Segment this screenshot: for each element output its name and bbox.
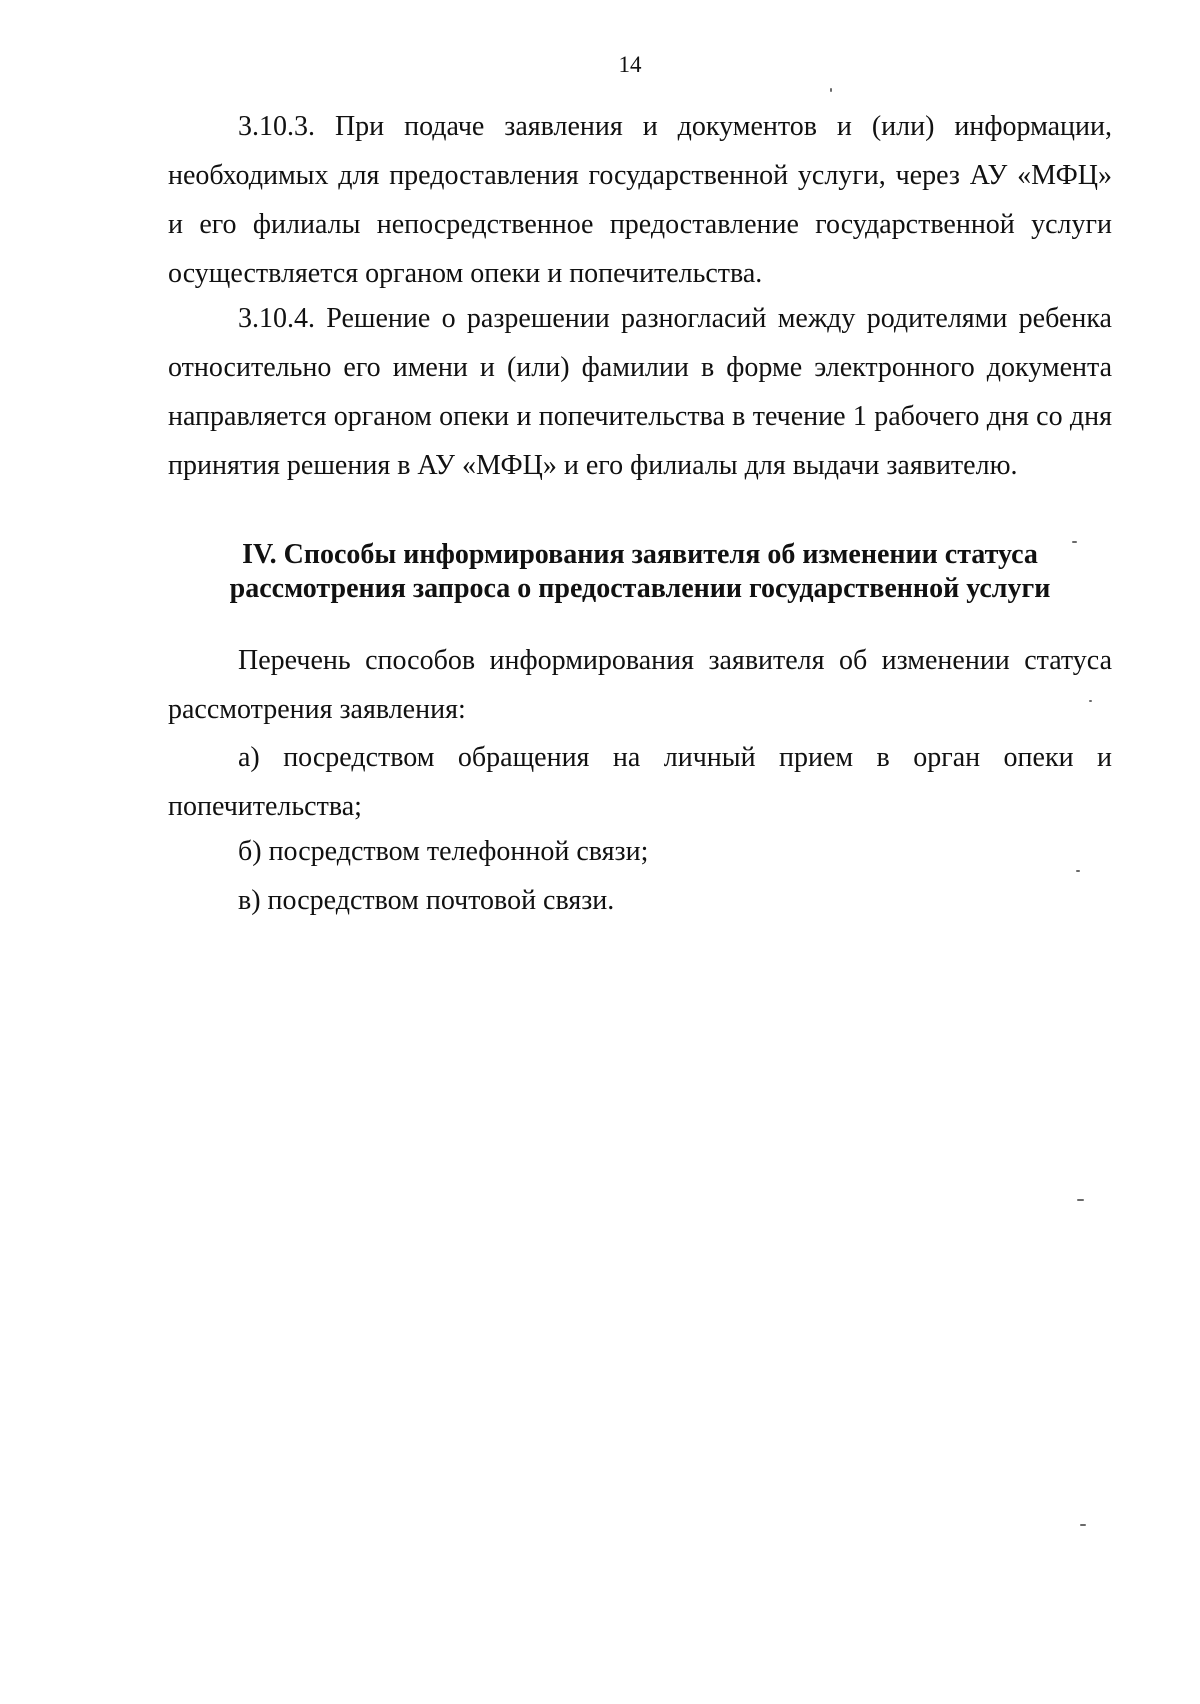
scan-speck xyxy=(1089,700,1092,702)
list-item: б) посредством телефонной связи; xyxy=(238,836,649,867)
scan-speck xyxy=(1080,1524,1086,1526)
paragraph-3-10-3-block xyxy=(168,102,1112,298)
scan-speck xyxy=(1077,1199,1084,1201)
list-item-c-block xyxy=(168,876,1112,925)
list-intro: Перечень способов информирования заявителя об изменении статуса рассмотрения заявления: xyxy=(168,645,1112,725)
list-item: а) посредством обращения на личный прием в орган опеки и попечительства; xyxy=(168,742,1112,822)
scan-speck xyxy=(830,88,832,92)
paragraph-3-10-3: 3.10.3. При подаче заявления и документов и (или) информации, необходимых для предоставления государственной услуги, через АУ «МФЦ» и его филиалы непосредственное предоставление государственной услуги осуществляется органом опеки и попечительства. xyxy=(168,111,1112,289)
list-intro-block xyxy=(168,636,1112,734)
list-item-b-block xyxy=(168,827,1112,876)
section-heading-line-2: рассмотрения запроса о предоставлении государственной услуги xyxy=(229,573,1051,604)
list-item: в) посредством почтовой связи. xyxy=(238,885,615,916)
paragraph-3-10-4: 3.10.4. Решение о разрешении разногласий между родителями ребенка относительно его имени и (или) фамилии в форме электронного документа направляется органом опеки и попечительства в течение 1 рабочего дня со дня принятия решения в АУ «МФЦ» и его филиалы для выдачи заявителю. xyxy=(168,303,1112,481)
paragraph-3-10-4-block xyxy=(168,294,1112,490)
section-heading-line-1: IV. Способы информирования заявителя об изменении статуса xyxy=(242,539,1038,570)
section-heading xyxy=(168,538,1112,606)
scan-speck xyxy=(1072,541,1077,543)
page-number: 14 xyxy=(618,52,642,77)
list-item-a-block xyxy=(168,733,1112,831)
scan-speck xyxy=(1076,870,1080,872)
